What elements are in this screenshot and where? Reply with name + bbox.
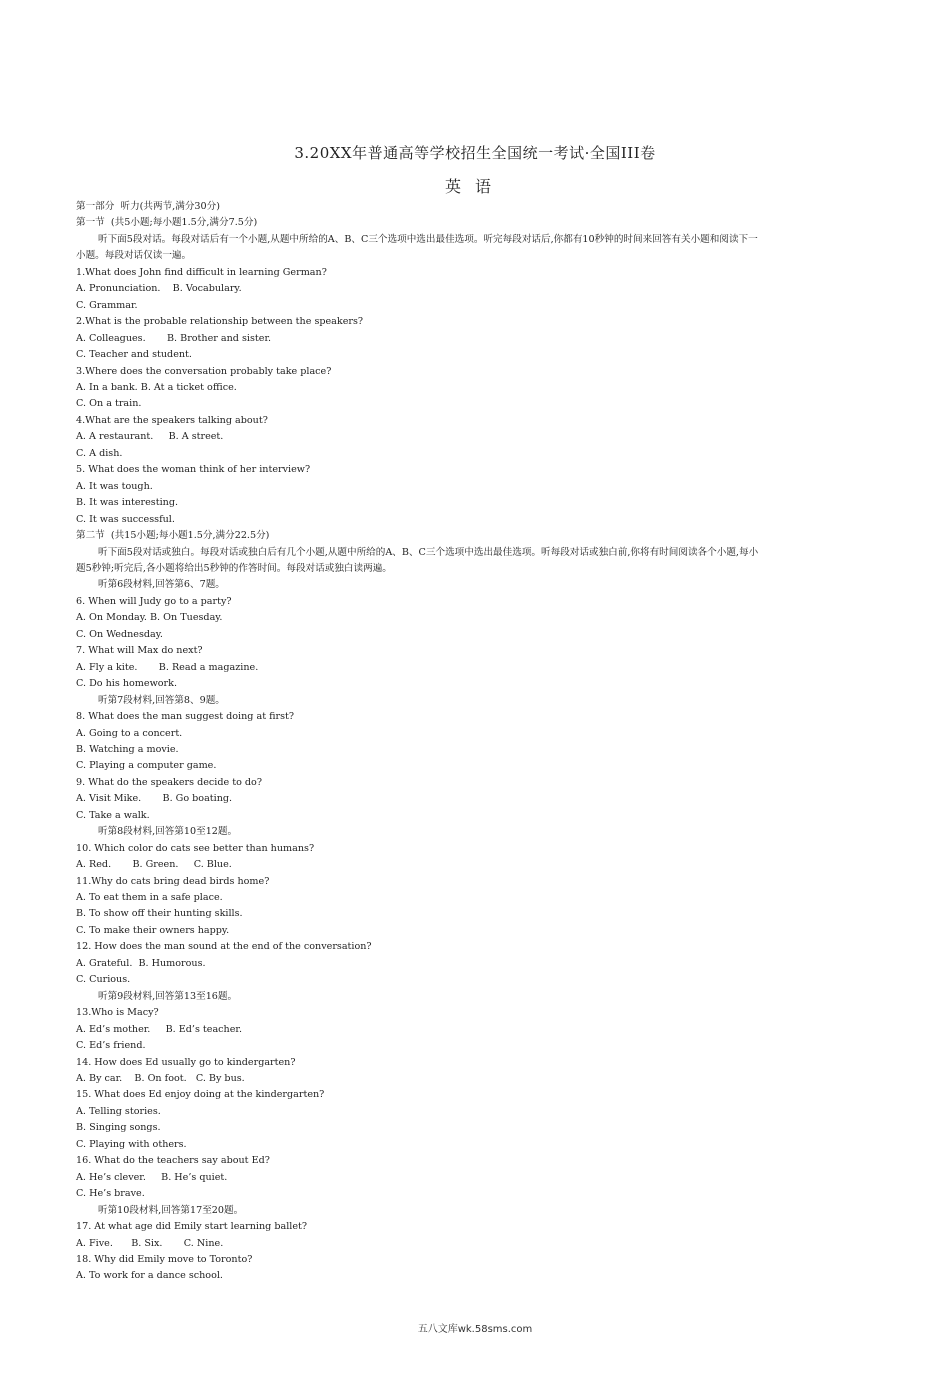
text-line: A. Red. B. Green. C. Blue.: [76, 859, 232, 871]
text-line: C. Teacher and student.: [76, 349, 192, 361]
text-line: C. Playing with others.: [76, 1138, 187, 1150]
text-line: A. Fly a kite. B. Read a magazine.: [76, 661, 259, 673]
text-line: 18. Why did Emily move to Toronto?: [76, 1254, 253, 1265]
text-line: 听第10段材料,回答第17至20题。: [98, 1204, 244, 1216]
text-line: C. Ed’s friend.: [76, 1040, 146, 1052]
text-line: 听第8段材料,回答第10至12题。: [98, 826, 238, 838]
text-line: 8. What does the man suggest doing at first?: [76, 711, 295, 723]
text-line: A. On Monday. B. On Tuesday.: [76, 612, 223, 624]
text-line: 第一部分 听力(共两节,满分30分): [76, 201, 220, 212]
text-line: 7. What will Max do next?: [76, 645, 203, 657]
text-line: A. He’s clever. B. He’s quiet.: [76, 1171, 228, 1183]
text-line: C. He’s brave.: [76, 1188, 145, 1200]
text-line: A. By car. B. On foot. C. By bus.: [76, 1073, 245, 1085]
text-line: A. Visit Mike. B. Go boating.: [76, 793, 233, 805]
text-line: 第二节 (共15小题;每小题1.5分,满分22.5分): [76, 530, 270, 542]
text-line: 第一节 (共5小题;每小题1.5分,满分7.5分): [76, 217, 258, 229]
text-line: 1.What does John find difficult in learning German?: [76, 266, 327, 278]
text-line: B. Watching a movie.: [76, 743, 179, 755]
exam-content: [76, 199, 876, 1285]
text-line: A. Telling stories.: [76, 1105, 161, 1117]
document-title: 3.20XX年普通高等学校招生全国统一考试·全国III卷: [294, 144, 656, 162]
text-line: 5. What does the woman think of her interview?: [76, 464, 311, 476]
footer-watermark: 五八文库wk.58sms.com: [417, 1324, 533, 1335]
text-line: C. Playing a computer game.: [76, 760, 217, 772]
text-line: 9. What do the speakers decide to do?: [76, 776, 262, 788]
text-line: A. Colleagues. B. Brother and sister.: [76, 332, 272, 344]
text-line: 16. What do the teachers say about Ed?: [76, 1155, 270, 1167]
text-line: 3.Where does the conversation probably take place?: [76, 365, 332, 377]
text-line: A. To work for a dance school.: [76, 1270, 223, 1282]
text-line: C. To make their owners happy.: [76, 924, 230, 936]
text-line: A. Going to a concert.: [76, 727, 183, 739]
text-line: 听第9段材料,回答第13至16题。: [98, 990, 238, 1002]
text-line: 12. How does the man sound at the end of the conversation?: [76, 941, 372, 953]
text-line: C. Take a walk.: [76, 809, 150, 821]
text-line: B. Singing songs.: [76, 1122, 161, 1134]
text-line: 2.What is the probable relationship between the speakers?: [76, 316, 364, 328]
text-line: 15. What does Ed enjoy doing at the kindergarten?: [76, 1089, 325, 1101]
text-line: 6. When will Judy go to a party?: [76, 595, 232, 607]
subject-heading: 英语: [444, 177, 505, 196]
text-line: C. Do his homework.: [76, 678, 178, 690]
text-line: 题5秒钟;听完后,各小题将给出5秒钟的作答时间。每段对话或独白读两遍。: [76, 562, 392, 574]
text-line: A. In a bank. B. At a ticket office.: [76, 381, 237, 393]
text-line: C. On a train.: [76, 398, 142, 410]
text-line: A. It was tough.: [76, 480, 153, 492]
text-line: A. Pronunciation. B. Vocabulary.: [76, 283, 242, 295]
text-line: 听下面5段对话。每段对话后有一个小题,从题中所给的A、B、C三个选项中选出最佳选项。听完每段对话后,你都有10秒钟的时间来回答有关小题和阅读下一: [98, 233, 758, 245]
text-line: 13.Who is Macy?: [76, 1007, 159, 1019]
text-line: 听下面5段对话或独白。每段对话或独白后有几个小题,从题中所给的A、B、C三个选项中选出最佳选项。听每段对话或独白前,你将有时间阅读各个小题,每小: [98, 546, 759, 558]
text-line: C. A dish.: [76, 447, 123, 459]
text-line: A. Five. B. Six. C. Nine.: [76, 1237, 224, 1249]
text-line: B. It was interesting.: [76, 497, 179, 509]
text-line: C. Curious.: [76, 974, 131, 986]
text-line: A. A restaurant. B. A street.: [76, 431, 224, 443]
text-line: 小题。每段对话仅读一遍。: [76, 250, 192, 262]
text-line: C. Grammar.: [76, 299, 138, 311]
text-line: B. To show off their hunting skills.: [76, 908, 243, 920]
text-line: 14. How does Ed usually go to kindergarten?: [76, 1056, 296, 1068]
text-line: C. It was successful.: [76, 513, 175, 525]
text-line: C. On Wednesday.: [76, 628, 163, 640]
text-line: A. Ed’s mother. B. Ed’s teacher.: [76, 1023, 242, 1035]
text-line: 11.Why do cats bring dead birds home?: [76, 875, 270, 887]
text-line: 17. At what age did Emily start learning ballet?: [76, 1221, 308, 1233]
text-line: 10. Which color do cats see better than humans?: [76, 842, 315, 854]
text-line: 4.What are the speakers talking about?: [76, 414, 268, 426]
text-line: 听第7段材料,回答第8、9题。: [98, 694, 225, 706]
text-line: 听第6段材料,回答第6、7题。: [98, 579, 225, 591]
text-line: A. To eat them in a safe place.: [76, 892, 223, 904]
text-line: A. Grateful. B. Humorous.: [76, 957, 206, 969]
